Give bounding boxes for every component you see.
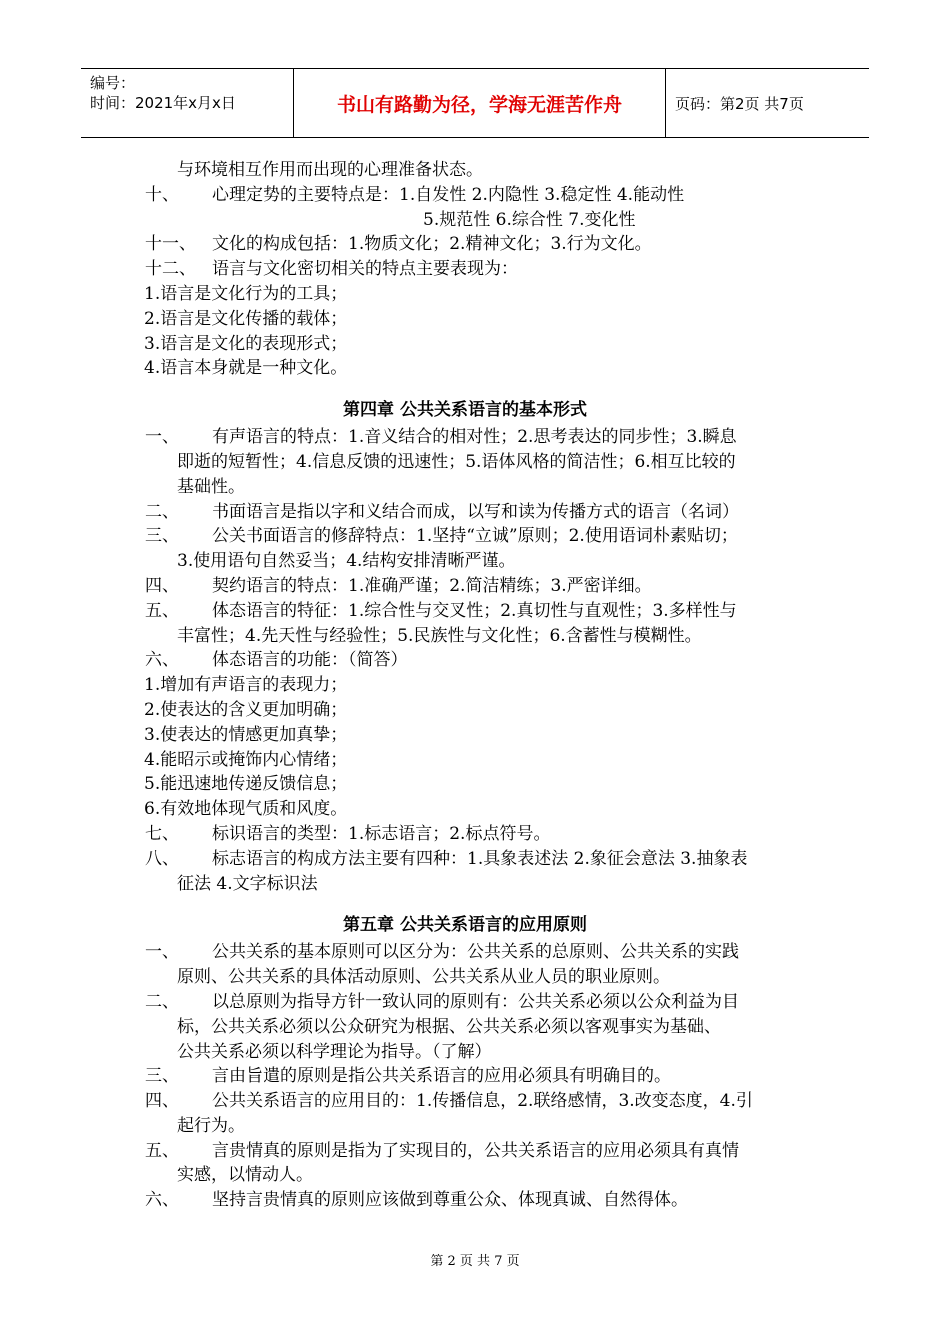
item-text: 体态语言的特征：1.综合性与交叉性；2.真切性与直观性；3.多样性与 [212,600,737,621]
list-item [145,257,825,282]
list-item [145,990,825,1015]
item-number: 八、 [145,848,179,869]
text-line: 4.语言本身就是一种文化。 [144,358,348,379]
item-text: 坚持言贵情真的原则应该做到尊重公众、体现真诚、自然得体。 [212,1190,688,1211]
item-number: 二、 [145,501,179,522]
chapter-title: 第五章 公共关系语言的应用原则 [343,915,587,936]
item-text: 公共关系语言的应用目的：1.传播信息，2.联络感情，3.改变态度，4.引 [212,1091,753,1112]
list-item [145,847,825,872]
list-item [145,425,825,450]
document-body [145,158,825,1213]
list-item [145,940,825,965]
text-line: 基础性。 [177,476,245,497]
text-line: 1.语言是文化行为的工具； [144,283,348,304]
list-item [145,1139,825,1164]
item-text: 书面语言是指以字和义结合而成，以写和读为传播方式的语言（名词） [212,501,739,522]
list-item [145,524,825,549]
text-line: 实感，以情动人。 [177,1165,313,1186]
text-line: 3.语言是文化的表现形式； [144,333,348,354]
page-header [81,68,869,138]
list-item [145,599,825,624]
text-line: 5.规范性 6.综合性 7.变化性 [423,209,636,230]
item-number: 三、 [145,526,179,547]
item-text: 体态语言的功能：（简答） [212,650,408,671]
list-item [145,232,825,257]
item-text: 言贵情真的原则是指为了实现目的，公共关系语言的应用必须具有真情 [212,1140,739,1161]
item-number: 六、 [145,1190,179,1211]
header-motto: 书山有路勤为径，学海无涯苦作舟 [294,69,666,137]
serial-label: 编号： [90,74,136,92]
item-text: 有声语言的特点：1.音义结合的相对性；2.思考表达的同步性；3.瞬息 [212,427,737,448]
item-text: 公共关系的基本原则可以区分为：公共关系的总原则、公共关系的实践 [212,942,739,963]
list-item [145,822,825,847]
text-line: 2.使表达的含义更加明确； [144,699,348,720]
item-text: 标识语言的类型：1.标志语言；2.标点符号。 [212,823,551,844]
list-item [145,183,825,208]
item-number: 十二、 [145,259,196,280]
item-number: 十、 [145,184,179,205]
item-text: 心理定势的主要特点是：1.自发性 2.内隐性 3.稳定性 4.能动性 [212,184,685,205]
time-label: 时间：2021年x月x日 [90,94,236,112]
item-text: 以总原则为指导方针一致认同的原则有：公共关系必须以公众利益为目 [212,991,739,1012]
list-item [145,1089,825,1114]
text-line: 征法 4.文字标识法 [177,873,318,894]
item-number: 二、 [145,991,179,1012]
list-item [145,1188,825,1213]
text-line: 6.有效地体现气质和风度。 [144,799,348,820]
text-line: 4.能昭示或掩饰内心情绪； [144,749,348,770]
item-number: 五、 [145,600,179,621]
item-text: 言由旨遣的原则是指公共关系语言的应用必须具有明确目的。 [212,1066,671,1087]
header-page-info: 页码：第2页 共7页 [675,94,804,113]
item-text: 文化的构成包括：1.物质文化；2.精神文化；3.行为文化。 [212,234,652,255]
item-text: 公关书面语言的修辞特点：1.坚持“立诚”原则；2.使用语词朴素贴切； [212,526,738,547]
item-number: 一、 [145,942,179,963]
text-line: 公共关系必须以科学理论为指导。（了解） [177,1041,492,1062]
item-number: 一、 [145,427,179,448]
text-line: 3.使用语句自然妥当；4.结构安排清晰严谨。 [177,551,516,572]
item-number: 四、 [145,575,179,596]
chapter-title: 第四章 公共关系语言的基本形式 [343,400,587,421]
page-footer: 第 2 页 共 7 页 [430,1254,520,1269]
item-text: 语言与文化密切相关的特点主要表现为： [212,259,518,280]
item-text: 标志语言的构成方法主要有四种：1.具象表述法 2.象征会意法 3.抽象表 [212,848,748,869]
text-line: 原则、公共关系的具体活动原则、公共关系从业人员的职业原则。 [177,967,670,988]
item-number: 四、 [145,1091,179,1112]
text-line: 5.能迅速地传递反馈信息； [144,774,348,795]
item-number: 七、 [145,823,179,844]
text-line: 3.使表达的情感更加真挚； [144,724,348,745]
header-meta [81,69,294,137]
text-line: 1.增加有声语言的表现力； [144,675,348,696]
text-line: 起行为。 [177,1115,245,1136]
item-number: 五、 [145,1140,179,1161]
text-line: 与环境相互作用而出现的心理准备状态。 [177,160,483,180]
text-line: 丰富性；4.先天性与经验性；5.民族性与文化性；6.含蓄性与模糊性。 [177,625,702,646]
item-number: 三、 [145,1066,179,1087]
item-number: 六、 [145,650,179,671]
list-item [145,648,825,673]
text-line: 标，公共关系必须以公众研究为根据、公共关系必须以客观事实为基础、 [177,1016,721,1037]
item-number: 十一、 [145,234,196,255]
item-text: 契约语言的特点：1.准确严谨；2.简洁精练；3.严密详细。 [212,575,652,596]
text-line: 即逝的短暂性；4.信息反馈的迅速性；5.语体风格的简洁性；6.相互比较的 [177,451,736,472]
text-line: 2.语言是文化传播的载体； [144,308,348,329]
list-item [145,574,825,599]
list-item [145,1064,825,1089]
list-item [145,500,825,525]
